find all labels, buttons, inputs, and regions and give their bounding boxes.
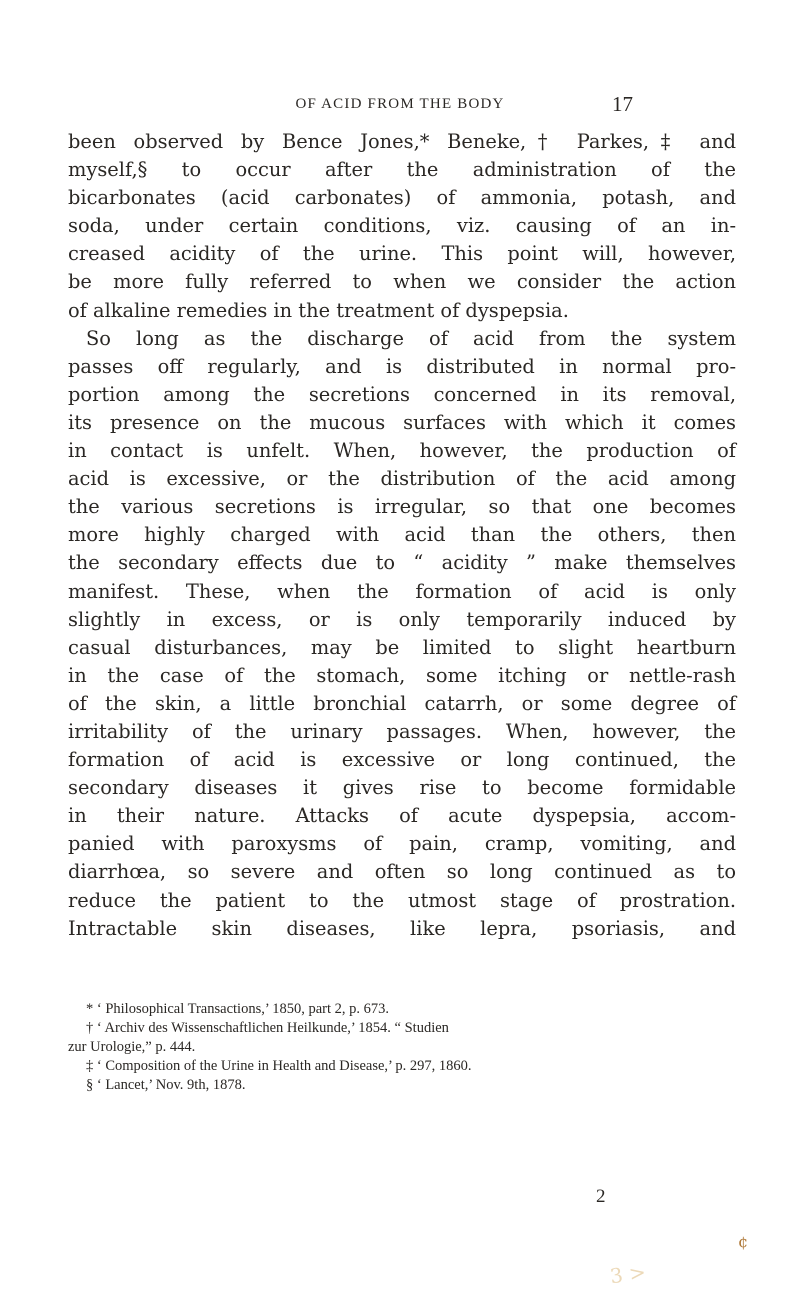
text-line: casual disturbances, may be limited to slight heartburn bbox=[68, 635, 736, 659]
text-line: Intractable skin diseases, like lepra, psoriasis, and bbox=[68, 916, 736, 940]
stray-mark: 3 > bbox=[608, 1259, 648, 1289]
text-line: myself,§ to occur after the administration of the bbox=[68, 158, 736, 182]
text-line: of alkaline remedies in the treatment of dyspepsia. bbox=[68, 298, 569, 322]
page-number: 17 bbox=[612, 92, 633, 116]
text-line: reduce the patient to the utmost stage of prostration. bbox=[68, 888, 736, 912]
text-line: slightly in excess, or is only temporarily induced by bbox=[68, 607, 736, 631]
text-line: creased acidity of the urine. This point will, however, bbox=[68, 242, 736, 266]
text-line: more highly charged with acid than the others, then bbox=[68, 523, 736, 547]
text-line: soda, under certain conditions, viz. causing of an in- bbox=[68, 214, 736, 238]
footnote: † ‘ Archiv des Wissenschaftlichen Heilkunde,’ 1854. “ Studien bbox=[86, 1020, 449, 1036]
footnote: ‡ ‘ Composition of the Urine in Health and Disease,’ p. 297, 1860. bbox=[86, 1058, 472, 1074]
text-line: bicarbonates (acid carbonates) of ammonia, potash, and bbox=[68, 186, 736, 210]
text-line: acid is excessive, or the distribution of the acid among bbox=[68, 467, 736, 491]
footnote-continuation: zur Urologie,” p. 444. bbox=[68, 1039, 196, 1055]
signature-mark bbox=[0, 1186, 800, 1216]
text-line: So long as the discharge of acid from the system bbox=[86, 326, 736, 350]
stray-mark: ¢ bbox=[738, 1232, 749, 1251]
text-line: diarrhœa, so severe and often so long continued as to bbox=[68, 860, 736, 884]
footnote: § ‘ Lancet,’ Nov. 9th, 1878. bbox=[86, 1077, 246, 1093]
text-line: secondary diseases it gives rise to become formidable bbox=[68, 776, 736, 800]
text-line: in their nature. Attacks of acute dyspepsia, accom- bbox=[68, 804, 736, 828]
text-line: irritability of the urinary passages. When, however, the bbox=[68, 719, 736, 743]
text-line: its presence on the mucous surfaces with which it comes bbox=[68, 410, 736, 434]
text-line: of the skin, a little bronchial catarrh, or some degree of bbox=[68, 691, 736, 715]
text-line: manifest. These, when the formation of acid is only bbox=[68, 579, 736, 603]
running-title: OF ACID FROM THE BODY bbox=[295, 96, 505, 112]
text-line: in the case of the stomach, some itching or nettle-rash bbox=[68, 663, 736, 687]
text-line: panied with paroxysms of pain, cramp, vomiting, and bbox=[68, 832, 736, 856]
footnote: * ‘ Philosophical Transactions,’ 1850, part 2, p. 673. bbox=[86, 1001, 390, 1017]
text-line: formation of acid is excessive or long continued, the bbox=[68, 748, 736, 772]
text-line: be more fully referred to when we consider the action bbox=[68, 270, 736, 294]
text-line: passes off regularly, and is distributed in normal pro- bbox=[68, 354, 736, 378]
running-head bbox=[0, 92, 800, 122]
text-line: the secondary effects due to “ acidity ” make themselves bbox=[68, 551, 736, 575]
footnotes bbox=[68, 1000, 736, 1095]
text-line: in contact is unfelt. When, however, the production of bbox=[68, 439, 736, 463]
text-line: the various secretions is irregular, so that one becomes bbox=[68, 495, 736, 519]
text-line: portion among the secretions concerned in its removal, bbox=[68, 382, 736, 406]
body-text bbox=[68, 128, 736, 943]
text-line: been observed by Bence Jones,* Beneke,† Parkes,‡ and bbox=[68, 130, 736, 153]
signature-number: 2 bbox=[596, 1186, 606, 1207]
